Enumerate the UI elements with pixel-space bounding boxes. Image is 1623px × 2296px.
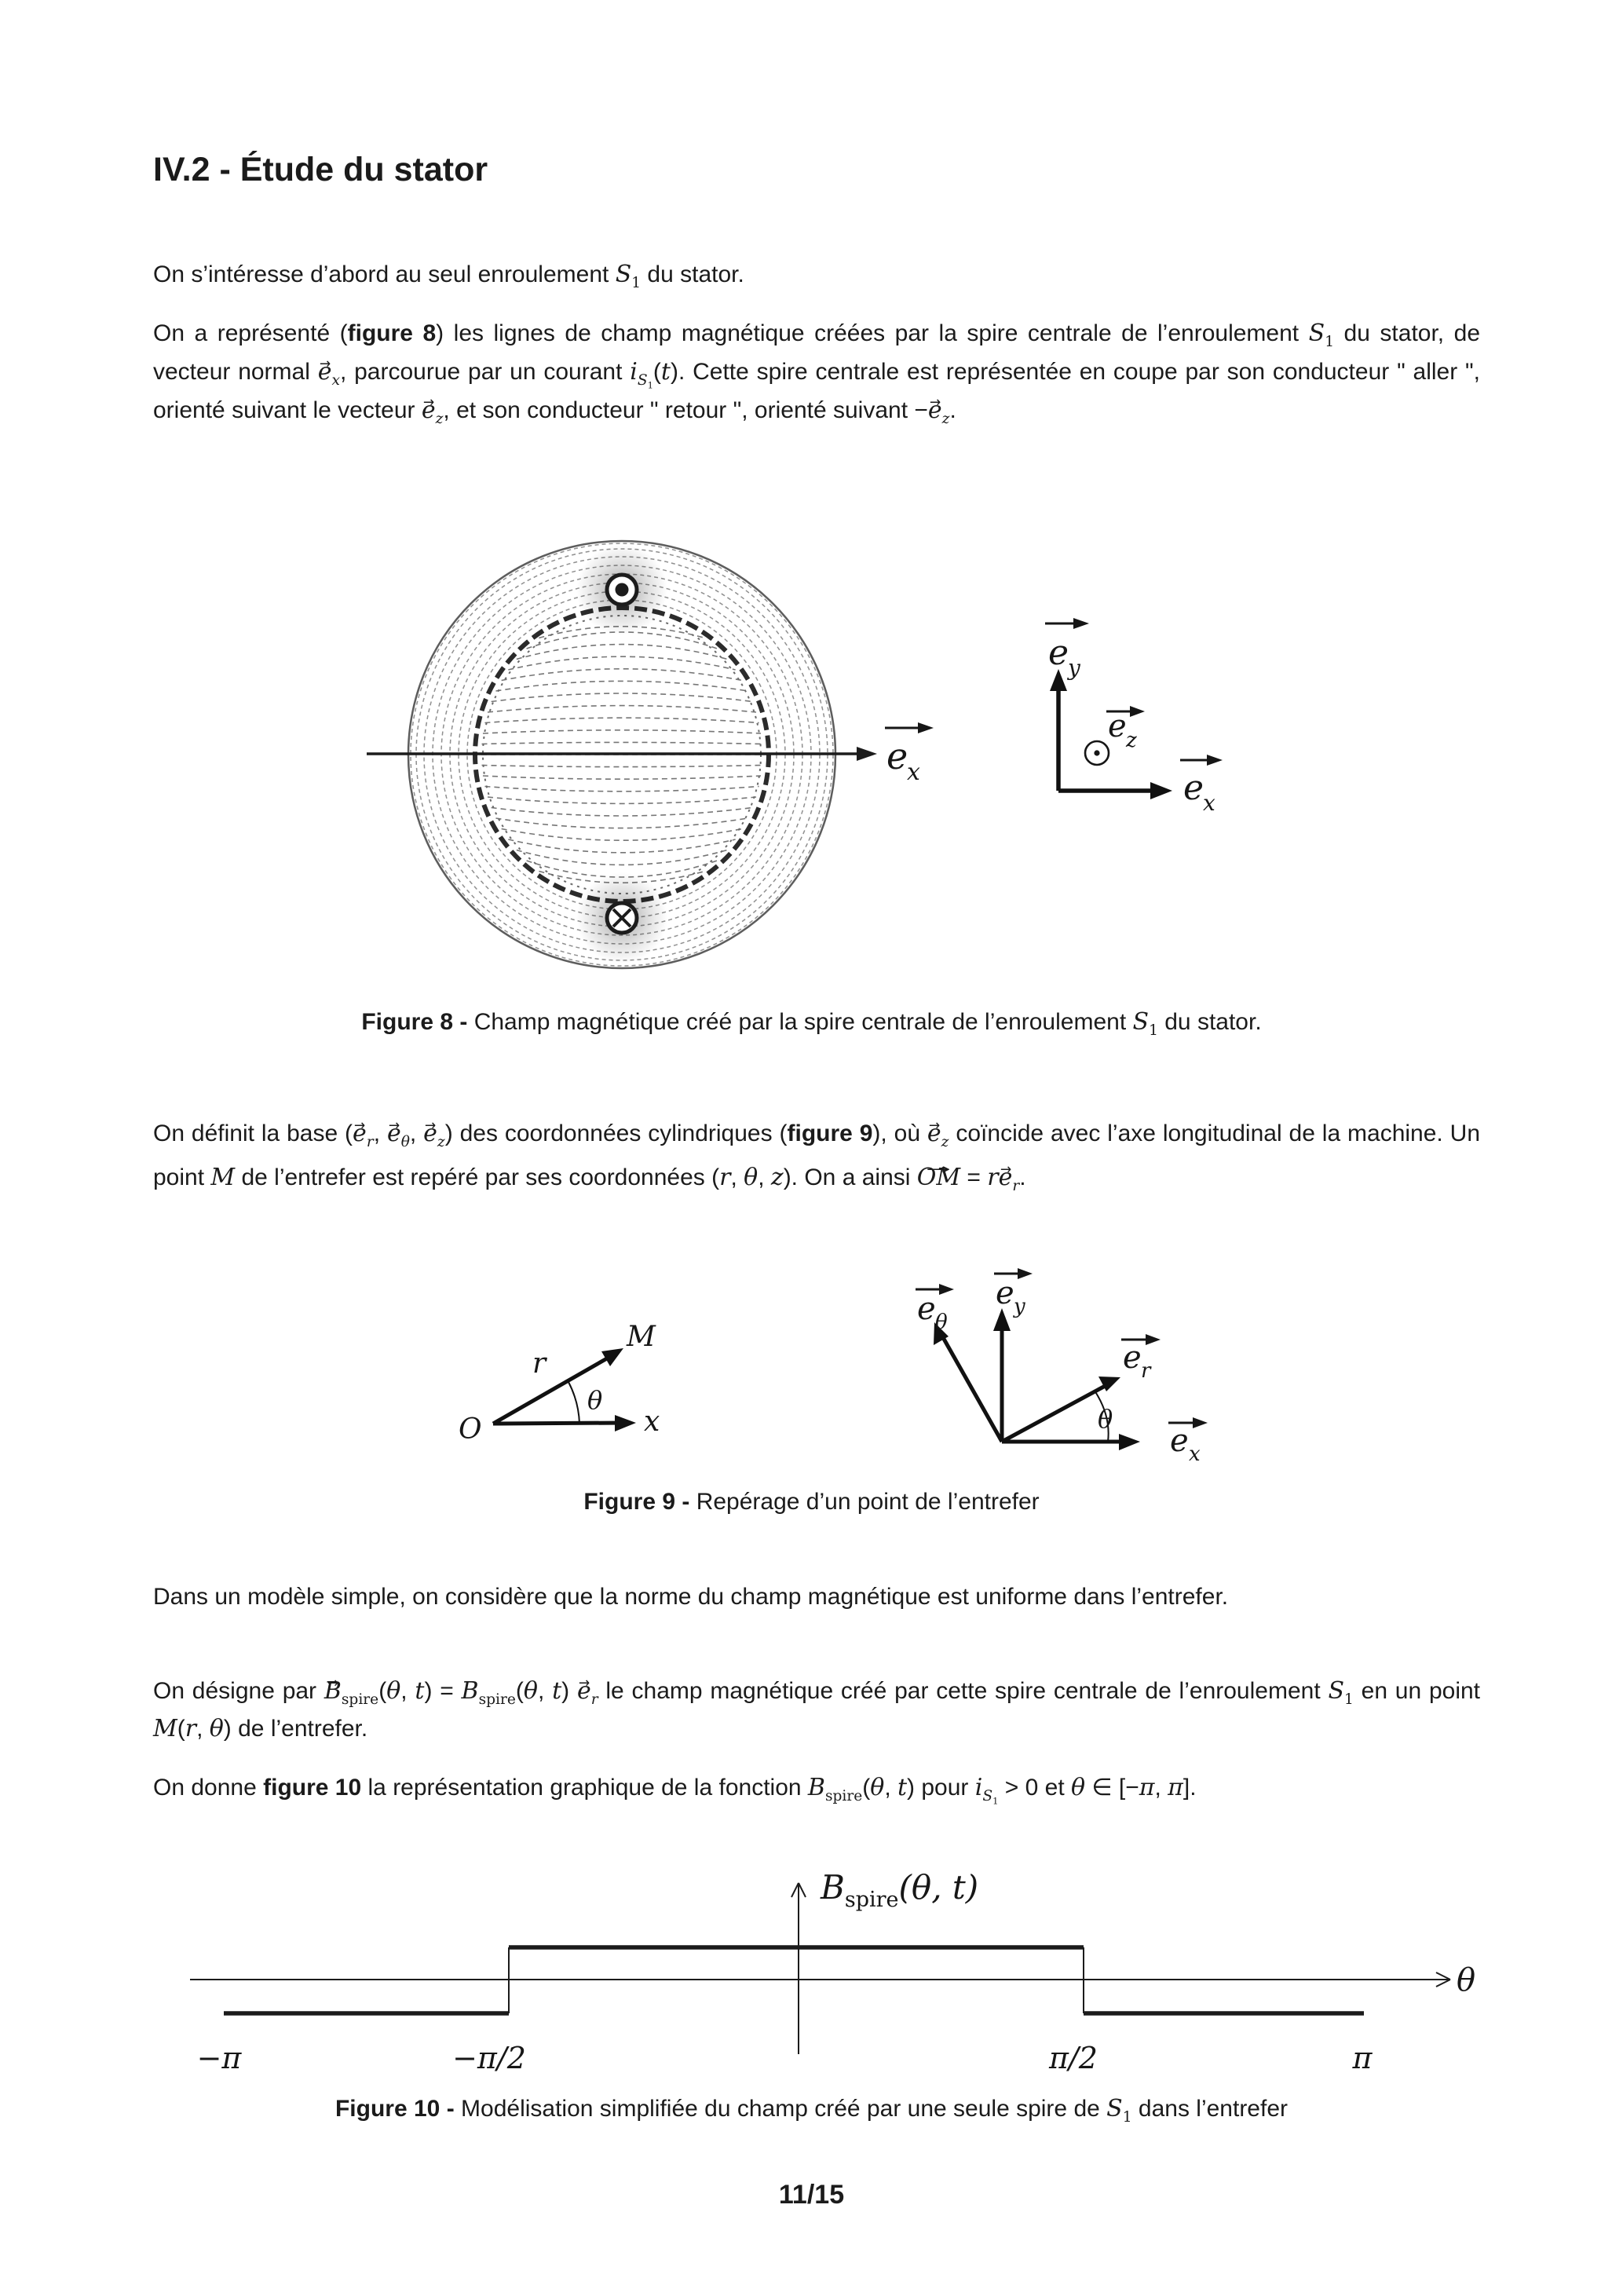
tick-minus-pi-over-2: −π/2 — [452, 2041, 526, 2075]
ey-frame-label — [1045, 618, 1089, 681]
paragraph-figure10-intro: On donne figure 10 la représentation graphique de la fonction $B_{spire}(\theta$, t) pour $i_{S_1} > 0$ et θ ∈ [−π, π]. — [153, 1774, 1197, 1807]
tick-pi: π — [1352, 2041, 1373, 2075]
figure10-caption: Figure 10 - Modélisation simplifiée du champ créé par une seule spire de $S_1$ dans l’entrefer — [334, 2095, 1289, 2126]
theta-axis — [190, 1972, 1450, 1987]
x-axis-label: x — [644, 1406, 660, 1438]
tick-minus-pi: −π — [196, 2041, 242, 2075]
svg-text:e: e — [917, 1291, 936, 1327]
ex-axis-arrow — [367, 747, 877, 761]
b-axis — [791, 1883, 806, 2054]
origin-label: O — [459, 1413, 482, 1446]
svg-text:y: y — [1014, 1295, 1025, 1318]
svg-text:e: e — [996, 1275, 1014, 1311]
svg-text:r: r — [1141, 1359, 1151, 1383]
svg-text:z: z — [1126, 729, 1137, 752]
e-r-label — [1121, 1334, 1161, 1383]
figure8-illustration — [153, 531, 1472, 990]
svg-text:x: x — [1203, 790, 1215, 816]
paragraph-cylindrical-base: On définit la base (→ $e_r$, → $e_\theta$, → $e_z$) des coordonnées cylindriques (figure 9), où → $e_z$ coïncide avec l’axe longitudinal de la machine. Un point M de l’entrefer est repéré par ses coordonnées (r, θ, z). On a ainsi → OM = $r\to e_r$. — [153, 1112, 1480, 1200]
conductor-in-icon — [607, 903, 637, 933]
ez-out-of-page-icon — [1085, 741, 1109, 765]
e-theta-label — [916, 1284, 954, 1334]
theta-axis-label: θ — [1457, 1962, 1476, 1998]
svg-text:x: x — [1189, 1442, 1201, 1466]
ex-label-sub: x — [907, 759, 920, 786]
theta-label: θ — [587, 1385, 603, 1415]
figure10-plot — [153, 1853, 1504, 2112]
ez-frame-label — [1106, 706, 1145, 752]
svg-text:e: e — [1170, 1423, 1189, 1459]
page-number: 11/15 — [778, 2180, 845, 2210]
e-x-label — [1168, 1417, 1208, 1466]
point-m-label: M — [627, 1321, 656, 1353]
paragraph-simple-model: Dans un modèle simple, on considère que la norme du champ magnétique est uniforme dans l’entrefer. — [153, 1584, 1229, 1610]
paragraph-bspire-def: On désigne par → $B_{spire}(\theta$, $t) = B_{spire}(\theta$, $t) \to e_r$ le champ magnétique créé par cette spire centrale de l’enroulement $S_1$ en un point M(r, θ) de l’entrefer. — [153, 1673, 1480, 1748]
theta-label: θ — [1098, 1404, 1113, 1434]
b-axis-label: $B_{spire}(\theta$, t) — [821, 1868, 979, 1912]
figure9-left-diagram — [459, 1321, 660, 1446]
paragraph-figure8-desc: On a représenté (figure 8) les lignes de champ magnétique créées par la spire centrale de l’enroulement $S_1$ du stator, de vecteur normal → $e_x$, parcourue par un courant $i_{S_1}(t)$. Cette spire centrale est représentée en coupe par son conducteur " aller ", orienté suivant le vecteur → $e_z$, et son conducteur " retour ", orienté suivant −→ $e_z$. — [153, 314, 1480, 430]
tick-pi-over-2: π/2 — [1049, 2041, 1098, 2075]
ex-axis-label — [885, 722, 934, 786]
ex-label-base: e — [886, 735, 908, 777]
svg-text:y: y — [1068, 655, 1080, 681]
figure9-illustration — [353, 1256, 1272, 1492]
radius-label: r — [532, 1347, 546, 1380]
paragraph-intro: On s’intéresse d’abord au seul enroulement $S_1$ du stator. — [153, 261, 744, 291]
svg-text:e: e — [1048, 633, 1069, 673]
svg-text:e: e — [1108, 708, 1127, 744]
ex-frame-label — [1180, 755, 1223, 816]
figure9-right-diagram — [916, 1268, 1208, 1466]
e-y-label — [994, 1268, 1033, 1318]
figure8-caption: Figure 8 - Champ magnétique créé par la spire centrale de l’enroulement $S_1$ du stator. — [361, 1008, 1262, 1039]
section-title: IV.2 - Étude du stator — [153, 151, 488, 188]
conductor-out-icon — [607, 575, 637, 605]
theta-tick-labels — [197, 2041, 1373, 2075]
figure9-caption: Figure 9 - Repérage d’un point de l’entrefer — [583, 1489, 1040, 1515]
svg-text:e: e — [1183, 768, 1204, 808]
coordinate-frame — [1045, 618, 1223, 816]
svg-text:θ: θ — [935, 1311, 948, 1334]
svg-text:e: e — [1123, 1340, 1142, 1376]
